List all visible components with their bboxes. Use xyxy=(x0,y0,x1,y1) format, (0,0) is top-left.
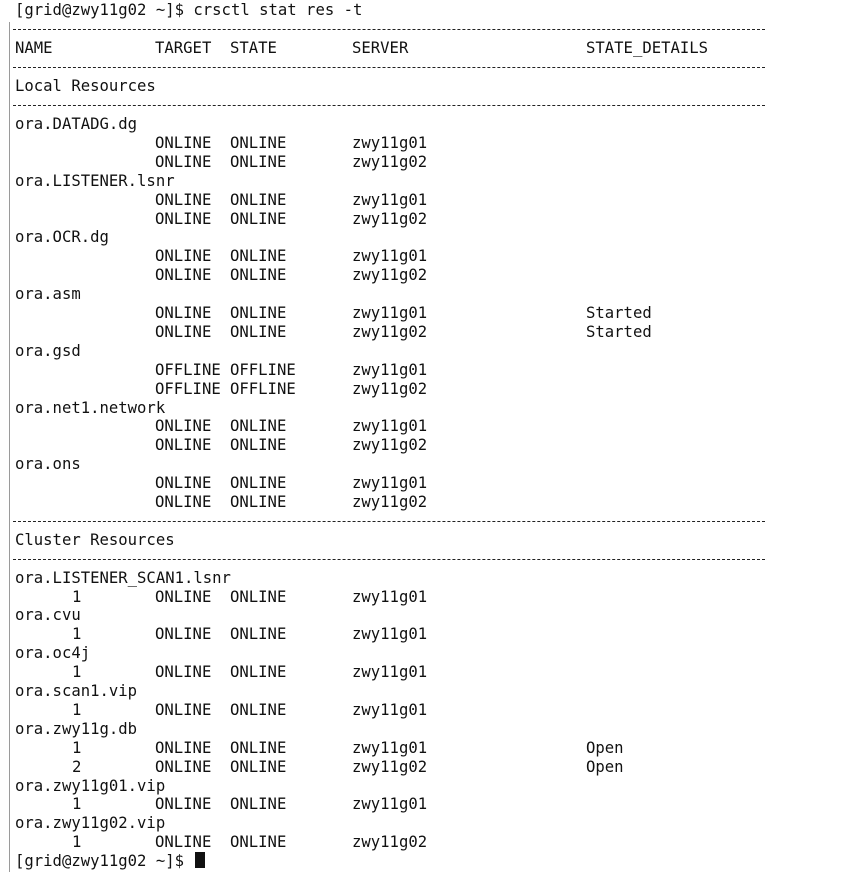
target-value: ONLINE xyxy=(155,738,212,757)
header-state: STATE xyxy=(230,39,277,57)
server-value: zwy11g02 xyxy=(352,152,428,171)
resource-status-row xyxy=(15,304,775,323)
instance-index: 1 xyxy=(72,625,82,644)
state-details-value: Open xyxy=(586,738,624,757)
state-value: ONLINE xyxy=(230,209,287,228)
target-value: ONLINE xyxy=(155,304,212,322)
state-value: ONLINE xyxy=(230,190,287,209)
state-value: ONLINE xyxy=(230,625,287,644)
resource-name: ora.OCR.dg xyxy=(15,228,109,247)
target-value: ONLINE xyxy=(155,493,212,511)
resource-name: ora.zwy11g.db xyxy=(15,719,138,738)
resource-name: ora.gsd xyxy=(15,341,81,360)
server-value: zwy11g01 xyxy=(352,738,428,757)
state-value: ONLINE xyxy=(230,436,287,455)
state-value: ONLINE xyxy=(230,833,287,852)
state-value: ONLINE xyxy=(230,152,287,171)
target-value: ONLINE xyxy=(155,833,212,852)
separator xyxy=(13,550,765,569)
resource-name: ora.ons xyxy=(15,455,81,474)
resource-name: ora.zwy11g01.vip xyxy=(15,776,166,795)
resource-name-row xyxy=(15,228,775,247)
instance-index: 1 xyxy=(72,833,82,852)
separator xyxy=(13,58,765,77)
state-details-value: Started xyxy=(586,304,652,322)
server-value: zwy11g02 xyxy=(352,322,428,341)
instance-index: 1 xyxy=(72,587,82,606)
target-value: ONLINE xyxy=(155,417,212,436)
instance-index: 1 xyxy=(72,738,82,757)
resource-status-row xyxy=(15,380,775,399)
server-value: zwy11g01 xyxy=(352,625,428,644)
resource-name: ora.DATADG.dg xyxy=(15,115,138,133)
separator xyxy=(13,512,765,531)
state-value: ONLINE xyxy=(230,266,287,285)
server-value: zwy11g02 xyxy=(352,757,428,776)
target-value: OFFLINE xyxy=(155,379,221,398)
server-value: zwy11g01 xyxy=(352,417,428,436)
resource-status-row xyxy=(15,266,775,285)
server-value: zwy11g02 xyxy=(352,209,428,228)
server-value: zwy11g01 xyxy=(352,663,428,682)
resource-name-row xyxy=(15,720,775,739)
target-value: ONLINE xyxy=(155,757,212,776)
server-value: zwy11g01 xyxy=(352,795,428,814)
server-value: zwy11g01 xyxy=(352,474,428,493)
server-value: zwy11g01 xyxy=(352,304,428,322)
header-state-details: STATE_DETAILS xyxy=(586,39,709,57)
resource-status-row xyxy=(15,493,775,512)
resource-status-row xyxy=(15,210,775,229)
resource-name: ora.asm xyxy=(15,285,81,304)
target-value: ONLINE xyxy=(155,625,212,644)
shell-prompt: [grid@zwy11g02 ~]$ xyxy=(15,852,194,871)
final-prompt-line[interactable] xyxy=(15,852,205,871)
resource-status-row xyxy=(15,134,775,153)
server-value: zwy11g01 xyxy=(352,587,428,606)
state-value: ONLINE xyxy=(230,700,287,719)
header-server: SERVER xyxy=(352,39,409,57)
state-value: ONLINE xyxy=(230,493,287,511)
target-value: ONLINE xyxy=(155,322,212,341)
state-value: ONLINE xyxy=(230,795,287,814)
state-value: ONLINE xyxy=(230,663,287,682)
resource-name: ora.cvu xyxy=(15,606,81,625)
resource-name-row xyxy=(15,682,775,701)
state-value: ONLINE xyxy=(230,133,287,152)
resource-status-row xyxy=(15,795,775,814)
state-value: ONLINE xyxy=(230,417,287,436)
resource-name-row xyxy=(15,115,775,134)
target-value: ONLINE xyxy=(155,209,212,228)
resource-name-row xyxy=(15,644,775,663)
target-value: OFFLINE xyxy=(155,360,221,379)
resource-name-row xyxy=(15,399,775,418)
resource-status-row xyxy=(15,588,775,607)
resource-status-row xyxy=(15,701,775,720)
target-value: ONLINE xyxy=(155,700,212,719)
state-value: ONLINE xyxy=(230,757,287,776)
resource-name: ora.oc4j xyxy=(15,644,91,663)
resource-name-row xyxy=(15,606,775,625)
header-row xyxy=(15,39,775,58)
resource-name-row xyxy=(15,455,775,474)
server-value: zwy11g02 xyxy=(352,266,428,285)
target-value: ONLINE xyxy=(155,587,212,606)
server-value: zwy11g01 xyxy=(352,360,428,379)
section-title-local: Local Resources xyxy=(15,77,156,95)
state-details-value: Started xyxy=(586,322,652,341)
resource-name-row xyxy=(15,342,775,361)
target-value: ONLINE xyxy=(155,474,212,493)
target-value: ONLINE xyxy=(155,247,212,266)
state-value: OFFLINE xyxy=(230,379,296,398)
resource-status-row xyxy=(15,739,775,758)
resource-status-row xyxy=(15,191,775,210)
instance-index: 1 xyxy=(72,663,82,682)
section-title-cluster: Cluster Resources xyxy=(15,530,175,549)
resource-status-row xyxy=(15,474,775,493)
server-value: zwy11g01 xyxy=(352,190,428,209)
server-value: zwy11g02 xyxy=(352,493,428,511)
resource-status-row xyxy=(15,323,775,342)
resource-status-row xyxy=(15,153,775,172)
target-value: ONLINE xyxy=(155,436,212,455)
resource-name: ora.LISTENER.lsnr xyxy=(15,171,175,190)
resource-name: ora.net1.network xyxy=(15,398,166,417)
resource-name-row xyxy=(15,777,775,796)
separator xyxy=(13,20,765,39)
resource-status-row xyxy=(15,758,775,777)
instance-index: 1 xyxy=(72,795,82,814)
state-value: ONLINE xyxy=(230,322,287,341)
target-value: ONLINE xyxy=(155,663,212,682)
cursor-icon xyxy=(195,852,205,868)
resource-name-row xyxy=(15,814,775,833)
state-value: OFFLINE xyxy=(230,360,296,379)
header-name: NAME xyxy=(15,39,53,57)
resource-name: ora.LISTENER_SCAN1.lsnr xyxy=(15,568,231,587)
state-details-value: Open xyxy=(586,757,624,776)
server-value: zwy11g02 xyxy=(352,833,428,852)
state-value: ONLINE xyxy=(230,738,287,757)
instance-index: 2 xyxy=(72,757,82,776)
separator xyxy=(13,96,765,115)
resource-name: ora.scan1.vip xyxy=(15,682,138,700)
command-text: crsctl stat res -t xyxy=(193,1,363,19)
resource-status-row xyxy=(15,663,775,682)
target-value: ONLINE xyxy=(155,152,212,171)
terminal-left-border xyxy=(9,22,10,872)
resource-status-row xyxy=(15,247,775,266)
resource-name-row xyxy=(15,569,775,588)
shell-prompt: [grid@zwy11g02 ~]$ xyxy=(15,1,194,19)
resource-status-row xyxy=(15,417,775,436)
resource-name-row xyxy=(15,285,775,304)
resource-name: ora.zwy11g02.vip xyxy=(15,814,166,833)
command-line xyxy=(15,1,362,20)
state-value: ONLINE xyxy=(230,474,287,493)
target-value: ONLINE xyxy=(155,266,212,285)
server-value: zwy11g01 xyxy=(352,700,428,719)
target-value: ONLINE xyxy=(155,133,212,152)
header-target: TARGET xyxy=(155,39,212,57)
resource-status-row xyxy=(15,436,775,455)
resource-status-row xyxy=(15,833,775,852)
state-value: ONLINE xyxy=(230,587,287,606)
instance-index: 1 xyxy=(72,700,82,719)
state-value: ONLINE xyxy=(230,247,287,266)
target-value: ONLINE xyxy=(155,190,212,209)
server-value: zwy11g01 xyxy=(352,133,428,152)
state-value: ONLINE xyxy=(230,304,287,322)
server-value: zwy11g02 xyxy=(352,436,428,455)
server-value: zwy11g01 xyxy=(352,247,428,266)
target-value: ONLINE xyxy=(155,795,212,814)
resource-status-row xyxy=(15,625,775,644)
resource-name-row xyxy=(15,172,775,191)
server-value: zwy11g02 xyxy=(352,379,428,398)
resource-status-row xyxy=(15,361,775,380)
